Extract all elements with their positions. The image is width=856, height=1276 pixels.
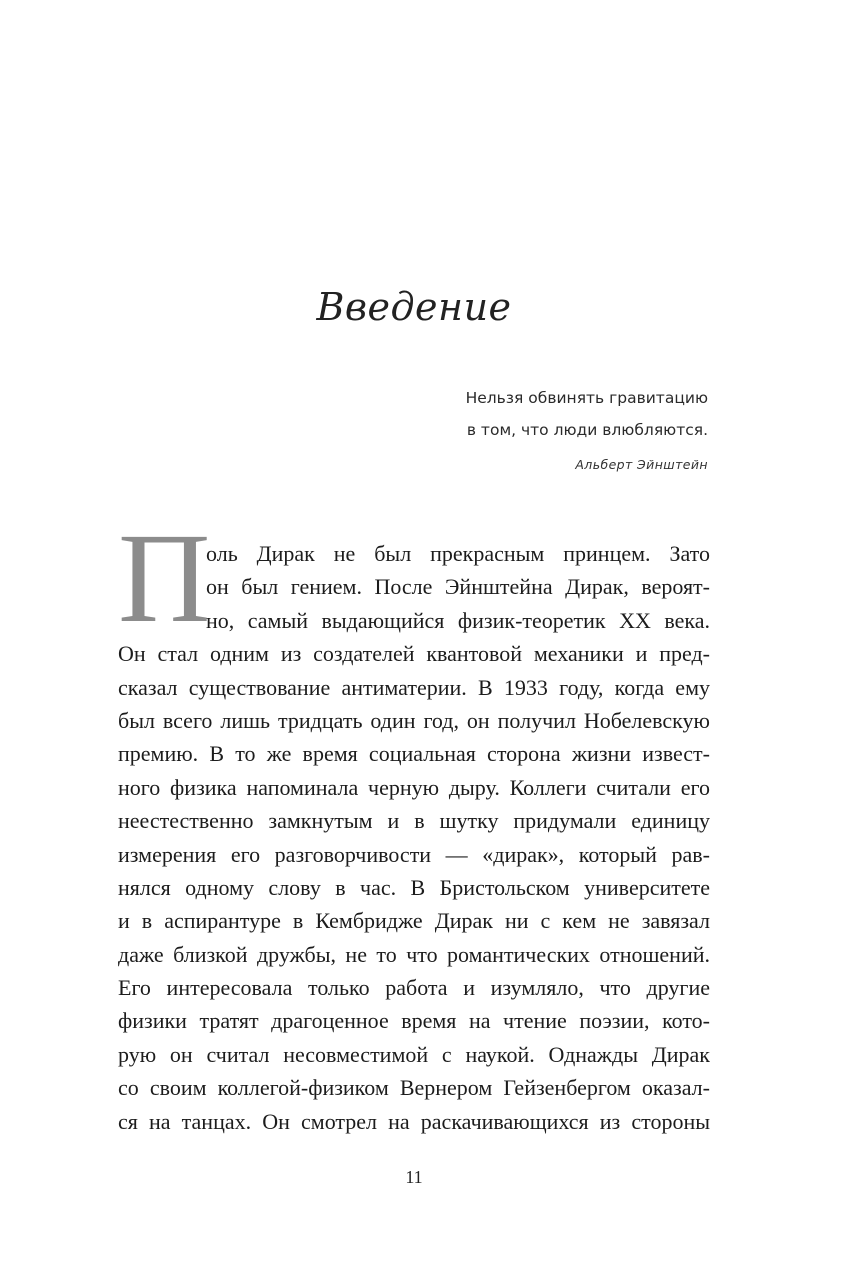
text-line: был всего лишь тридцать один год, он получил Нобелевскую — [118, 707, 710, 733]
body-text — [118, 537, 710, 1138]
text-line: премию. В то же время социальная сторона жизни извест- — [118, 741, 710, 767]
text-line: ного физика напоминала черную дыру. Коллеги считали его — [118, 774, 710, 800]
epigraph-line: в том, что люди влюбляются. — [466, 421, 708, 439]
text-line: сказал существование антиматерии. В 1933 году, когда ему — [118, 674, 710, 700]
text-line: рую он считал несовместимой с наукой. Однажды Дирак — [118, 1041, 710, 1067]
text-line: со своим коллегой-физиком Вернером Гейзенбергом оказал- — [118, 1075, 710, 1101]
text-line: физики тратят драгоценное время на чтение поэзии, кото- — [118, 1008, 710, 1034]
epigraph-author: Альберт Эйнштейн — [575, 457, 708, 472]
text-line: оль Дирак не был прекрасным принцем. Зато — [206, 541, 710, 566]
text-line: Его интересовала только работа и изумляло, что другие — [118, 975, 710, 1001]
chapter-title: Введение — [316, 285, 512, 329]
epigraph — [466, 382, 708, 475]
text-line: но, самый выдающийся физик-теоретик XX века. — [206, 607, 710, 633]
text-line: нялся одному слову в час. В Бристольском университете — [118, 874, 710, 900]
text-line: измерения его разговорчивости — «дирак», который рав- — [118, 841, 710, 867]
epigraph-line: Нельзя обвинять гравитацию — [465, 389, 708, 407]
text-line: ся на танцах. Он смотрел на раскачивающихся из стороны — [118, 1108, 710, 1134]
page-number: 11 — [405, 1167, 423, 1187]
text-line: Он стал одним из создателей квантовой механики и пред- — [118, 641, 710, 667]
text-line: даже близкой дружбы, не то что романтических отношений. — [118, 941, 710, 967]
drop-cap: П — [118, 507, 211, 649]
text-line: он был гением. После Эйнштейна Дирак, вероят- — [206, 574, 710, 600]
text-line: неестественно замкнутым и в шутку придумали единицу — [118, 808, 710, 834]
text-line: и в аспирантуре в Кембридже Дирак ни с кем не завязал — [118, 908, 710, 934]
